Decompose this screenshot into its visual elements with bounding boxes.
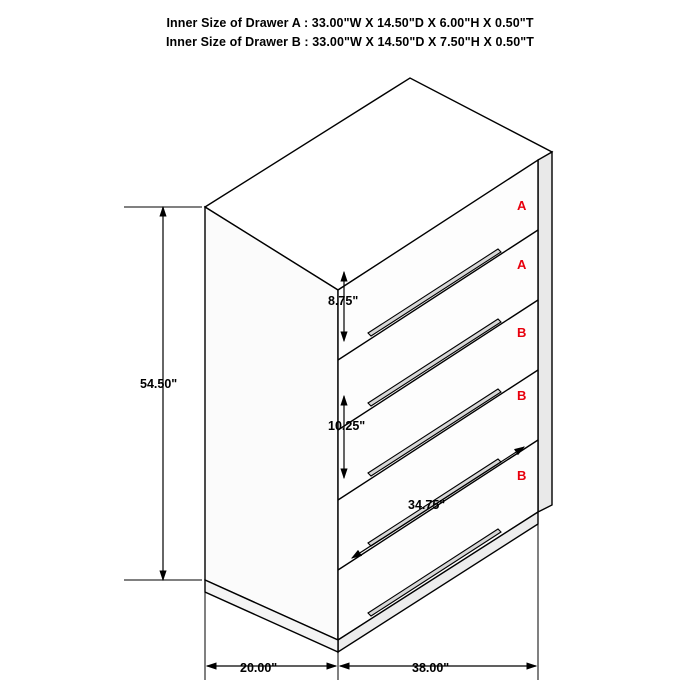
spec-line-drawer-b: Inner Size of Drawer B : 33.00"W X 14.50"D X 7.50"H X 0.50"T [165, 35, 535, 49]
dim-drawer-width: 34.75" [408, 498, 446, 512]
dim-drawer-a-height: 8.75" [328, 294, 359, 308]
dim-drawer-b-height: 10.25" [328, 419, 366, 433]
drawer-label-3: B [517, 325, 527, 340]
drawer-label-1: A [517, 198, 527, 213]
dim-width: 38.00" [412, 661, 450, 675]
drawer-label-2: A [517, 257, 527, 272]
drawer-label-4: B [517, 388, 527, 403]
drawer-label-5: B [517, 468, 527, 483]
dim-total-height: 54.50" [140, 377, 178, 391]
spec-line-drawer-a: Inner Size of Drawer A : 33.00"W X 14.50"D X 6.00"H X 0.50"T [166, 16, 534, 30]
dim-depth: 20.00" [240, 661, 278, 675]
